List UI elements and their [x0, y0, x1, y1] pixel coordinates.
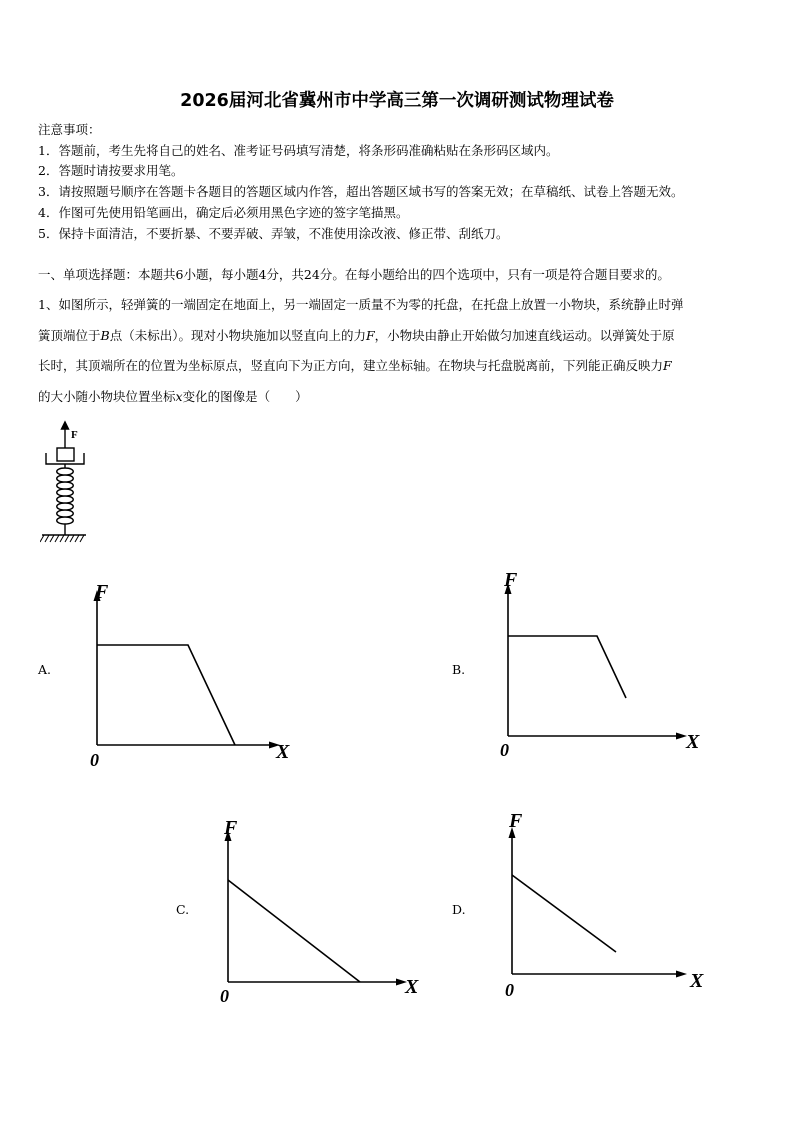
question-1: [38, 290, 756, 412]
tray: [46, 453, 84, 464]
question-line: 1、如图所示，轻弹簧的一端固定在地面上，另一端固定一质量不为零的托盘，在托盘上放置一小物块，系统静止时弹: [38, 297, 684, 312]
y-axis-label: F: [224, 817, 238, 839]
origin-label: 0: [500, 740, 509, 760]
graph-line: [508, 636, 626, 698]
y-axis-label: F: [509, 810, 523, 832]
notes-item: 2．答题时请按要求用笔。: [38, 163, 184, 179]
option-a-graph[interactable]: [80, 570, 300, 775]
y-axis-label: F: [504, 569, 518, 591]
option-b-label[interactable]: B.: [452, 662, 466, 677]
question-line: 簧顶端位于B点（未标出）。现对小物块施加以竖直向上的力F，小物块由静止开始做匀加速直线运动。以弹簧处于原: [38, 327, 675, 343]
notes-item: 3．请按照题号顺序在答题卡各题目的答题区域内作答，超出答题区域书写的答案无效；在草稿纸、试卷上答题无效。: [38, 184, 684, 200]
option-d-label[interactable]: D.: [452, 902, 466, 917]
x-axis-label: X: [686, 731, 700, 753]
variable-f: F: [663, 358, 672, 374]
x-axis-label: X: [405, 976, 419, 998]
notes-item: 5．保持卡面清洁，不要折暴、不要弄破、弄皱，不准使用涂改液、修正带、刮纸刀。: [38, 225, 509, 241]
origin-label: 0: [220, 986, 229, 1006]
notes: [38, 120, 768, 244]
variable-b: B: [100, 327, 110, 343]
origin-label: 0: [505, 980, 514, 1000]
notes-item: 4．作图可先使用铅笔画出，确定后必须用黑色字迹的签字笔描黑。: [38, 204, 409, 220]
origin-label: 0: [90, 750, 99, 770]
spring-figure: [40, 420, 100, 550]
x-axis-label: X: [690, 970, 704, 992]
graph-line: [228, 880, 360, 982]
notes-item: 1．答题前，考生先将自己的姓名、准考证号码填写清楚，将条形码准确粘贴在条形码区域内。: [38, 142, 559, 158]
option-c-label[interactable]: C.: [176, 902, 190, 917]
question-line: 长时，其顶端所在的位置为坐标原点，竖直向下为正方向，建立坐标轴。在物块与托盘脱离前，下列能正确反映力F: [38, 358, 672, 374]
variable-x: x: [175, 388, 183, 404]
x-axis-label: X: [276, 741, 290, 763]
option-a-label[interactable]: A.: [38, 662, 52, 677]
page-title: 2026届河北省冀州市中学高三第一次调研测试物理试卷: [180, 91, 614, 111]
arrow-head-icon: [62, 422, 69, 429]
graph-line: [512, 875, 616, 952]
ground-hatch: [40, 535, 84, 542]
force-label: F: [71, 429, 78, 441]
section-heading: 一、单项选择题：本题共6小题，每小题4分，共24分。在每小题给出的四个选项中，只有一项是符合题目要求的。: [38, 267, 670, 282]
notes-heading: 注意事项：: [38, 122, 101, 137]
option-d-graph[interactable]: [495, 805, 720, 1005]
block: [57, 448, 74, 461]
variable-f: F: [365, 327, 375, 343]
y-axis-label: F: [95, 581, 109, 603]
option-c-graph[interactable]: [210, 810, 430, 1010]
question-line: 的大小随小物块位置坐标x变化的图像是（ ）: [38, 388, 308, 404]
graph-line: [97, 645, 235, 745]
option-b-graph[interactable]: [490, 565, 720, 770]
spring-coils: [57, 464, 74, 535]
x-arrow-icon: [676, 971, 687, 978]
